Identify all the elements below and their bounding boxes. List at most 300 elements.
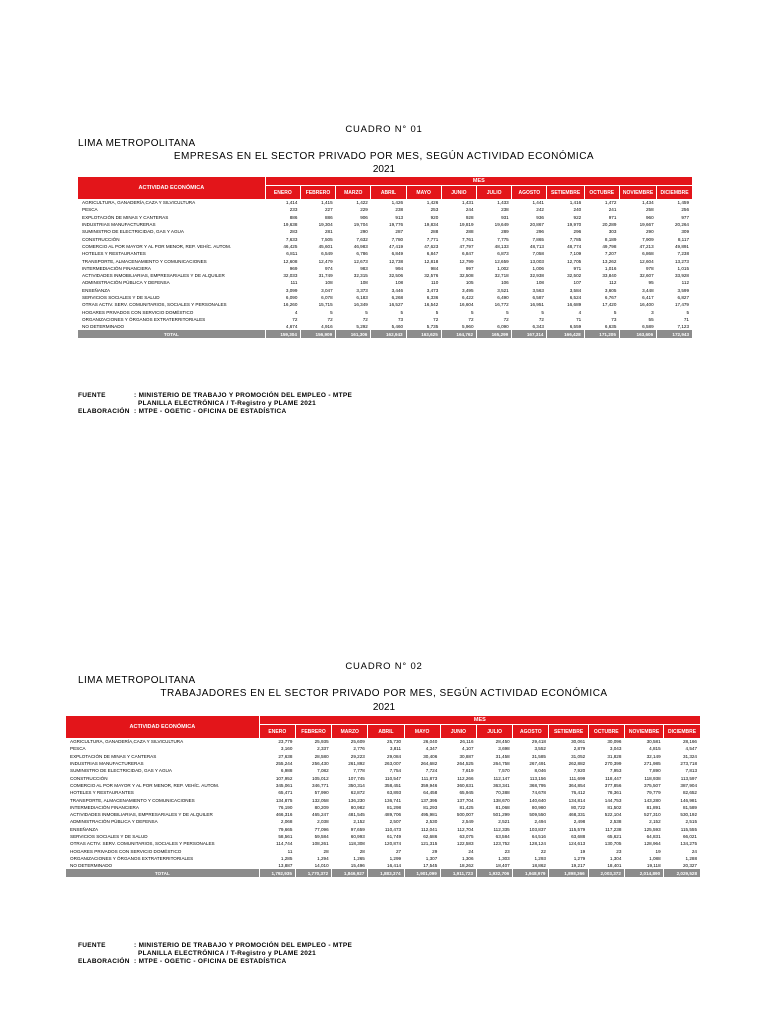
cell-value: 113,597	[680, 775, 697, 781]
cell-value: 936	[536, 214, 544, 220]
cell-value: 80,980	[531, 804, 546, 810]
cell-value: 31,458	[495, 753, 510, 759]
cell-value: 70,388	[495, 790, 510, 796]
cell-value: 886	[289, 214, 298, 220]
cell-value: 105	[465, 280, 474, 286]
cell-value: 16,414	[387, 863, 402, 869]
cell-value: 242	[536, 207, 544, 213]
table-row	[78, 199, 692, 206]
total-label: TOTAL	[78, 330, 265, 338]
cell-value: 72	[327, 316, 333, 322]
cell-value: 6,078	[321, 295, 333, 300]
fuente-value: : MINISTERIO DE TRABAJO Y PROMOCIÓN DEL EMPLEO - MTPE	[134, 392, 353, 399]
cell-value: 1,299	[389, 855, 402, 861]
cell-value: 15,715	[318, 302, 333, 308]
cell-value: 111	[290, 280, 298, 286]
cell-value: 30,406	[423, 753, 438, 759]
cell-value: 27,638	[278, 753, 293, 759]
table-row	[78, 243, 692, 250]
cell-value: 303	[608, 229, 617, 235]
table-row	[66, 862, 700, 869]
total-label: TOTAL	[66, 869, 259, 877]
cell-value: 6,587	[532, 295, 544, 300]
total-value: 1,770,372	[295, 869, 331, 877]
cell-value: 71	[576, 316, 582, 322]
cell-value: 3,605	[604, 287, 617, 293]
cell-value: 3,047	[321, 287, 333, 293]
cell-value: 495,981	[420, 812, 438, 818]
cell-value: 26,116	[459, 739, 474, 745]
month-header: NOVIEMBRE	[624, 725, 663, 739]
total-value: 159,304	[265, 330, 300, 338]
cell-value: 3,373	[356, 287, 368, 293]
cell-value: 489,706	[384, 812, 402, 818]
cell-value: 123,752	[493, 841, 510, 847]
table-row	[66, 745, 700, 752]
cell-value: 509,550	[529, 812, 546, 818]
cell-value: 5	[541, 309, 544, 315]
table-row	[78, 250, 692, 257]
table-row	[66, 826, 700, 833]
cell-value: 32,315	[353, 273, 368, 279]
cell-value: 81,068	[495, 804, 510, 810]
cell-value: 18,407	[495, 863, 510, 869]
cell-value: 289	[501, 229, 509, 235]
cell-value: 59,584	[314, 834, 329, 839]
cell-value: 3,495	[462, 287, 474, 293]
cell-value: 3,448	[642, 287, 654, 293]
cell-value: 6,847	[462, 251, 474, 257]
cell-value: 5,292	[356, 324, 368, 330]
cell-value: 1,422	[356, 200, 368, 206]
cell-value: 60,993	[350, 834, 365, 839]
cell-value: 19	[580, 848, 586, 854]
total-value: 162,943	[371, 330, 406, 338]
cell-value: 5	[330, 309, 333, 315]
cell-value: 7,761	[462, 236, 474, 242]
cell-value: 281	[324, 229, 333, 235]
cell-value: 47,419	[389, 243, 404, 249]
month-header: ENERO	[265, 186, 300, 200]
elaboracion-value: : MTPE - OGETIC - OFICINA DE ESTADÍSTICA	[134, 958, 287, 965]
cell-value: 1,426	[391, 200, 404, 206]
cell-value: 19,118	[646, 863, 661, 869]
cell-value: 32,938	[529, 273, 544, 279]
row-label: INDUSTRIAS MANUFACTURERAS	[82, 222, 156, 228]
row-label: PESCA	[82, 207, 98, 213]
cell-value: 3,521	[497, 287, 509, 293]
cell-value: 65,945	[459, 790, 474, 796]
cell-value: 32,149	[646, 753, 661, 759]
cell-value: 7,754	[389, 768, 402, 774]
cell-value: 7,778	[353, 768, 365, 774]
total-value: 161,306	[336, 330, 371, 338]
month-header: MARZO	[332, 725, 368, 739]
total-value: 1,948,979	[513, 869, 549, 877]
cell-value: 4,815	[649, 746, 661, 752]
total-value: 166,428	[547, 330, 584, 338]
cell-value: 6,589	[642, 324, 654, 330]
row-label: ENSEÑANZA	[70, 826, 99, 832]
cell-value: 2,879	[573, 746, 586, 752]
cell-value: 264,758	[493, 761, 510, 767]
month-header: AGOSTO	[513, 725, 549, 739]
cell-value: 1,006	[532, 265, 544, 271]
cell-value: 2,530	[425, 819, 438, 825]
cell-value: 3,698	[498, 746, 510, 752]
table-row	[66, 738, 700, 745]
cell-value: 33,840	[602, 273, 617, 279]
cuadro1-year: 2021	[372, 164, 396, 175]
cell-value: 4,916	[321, 324, 333, 330]
cell-value: 118,308	[348, 841, 365, 847]
cell-value: 290	[360, 229, 368, 235]
row-label: ADMINISTRACIÓN PÚBLICA Y DEFENSA	[82, 280, 170, 286]
cell-value: 1,426	[426, 200, 439, 206]
cell-value: 6,767	[604, 295, 617, 300]
cell-value: 360,631	[456, 782, 474, 788]
cell-value: 7,865	[532, 236, 544, 242]
cell-value: 906	[360, 214, 368, 220]
cell-value: 49,891	[674, 243, 689, 249]
cell-value: 81,502	[607, 804, 622, 810]
cell-value: 32,033	[283, 273, 298, 279]
cell-value: 108	[395, 280, 404, 286]
cell-value: 256,430	[312, 761, 329, 767]
cell-value: 108	[536, 280, 544, 286]
cell-value: 3,811	[389, 746, 402, 752]
cell-value: 19,704	[353, 222, 368, 228]
cell-value: 20,327	[682, 863, 697, 869]
table-row	[78, 308, 692, 315]
cell-value: 465,247	[312, 812, 329, 818]
total-value: 163,606	[619, 330, 656, 338]
cell-value: 6,490	[497, 295, 509, 300]
row-label: SERVICIOS SOCIALES Y DE SALUD	[82, 295, 160, 300]
cell-value: 273,718	[680, 761, 697, 767]
cell-value: 29,223	[350, 753, 365, 759]
cell-value: 32,506	[389, 273, 404, 279]
fuente-key: FUENTE	[78, 392, 106, 399]
cell-value: 46,983	[353, 243, 368, 249]
cuadro2-number: CUADRO N° 02	[345, 661, 423, 672]
cell-value: 110,473	[384, 826, 402, 832]
cell-value: 12,659	[494, 258, 509, 264]
table-row	[78, 257, 692, 264]
cell-value: 72	[503, 316, 509, 322]
cell-value: 76,190	[278, 804, 293, 810]
cell-value: 468,331	[568, 812, 586, 818]
cell-value: 6,343	[532, 324, 544, 330]
total-value: 164,762	[441, 330, 476, 338]
table-row	[78, 265, 692, 272]
cell-value: 6,873	[497, 251, 509, 257]
total-value: 2,014,890	[624, 869, 663, 877]
cell-value: 134,814	[568, 797, 586, 803]
month-header: FEBRERO	[295, 725, 331, 739]
cell-value: 143,280	[644, 797, 661, 803]
cell-value: 112	[609, 280, 617, 286]
cell-value: 22	[540, 848, 546, 854]
cell-value: 2,498	[573, 819, 586, 825]
cell-value: 103,837	[529, 826, 546, 832]
cell-value: 1,015	[677, 265, 689, 271]
cell-value: 23	[504, 848, 510, 854]
cell-value: 47,213	[639, 243, 654, 249]
cell-value: 466,316	[275, 812, 293, 818]
cell-value: 121,315	[420, 841, 438, 847]
cell-value: 23,779	[278, 739, 293, 745]
cell-value: 128,964	[644, 841, 661, 847]
cell-value: 120,874	[384, 841, 402, 847]
cell-value: 19,217	[571, 863, 586, 869]
cell-value: 64,458	[423, 790, 438, 796]
cell-value: 20,867	[529, 222, 544, 228]
cell-value: 28	[359, 848, 365, 854]
cell-value: 363,341	[493, 782, 510, 788]
cell-value: 80,209	[314, 804, 329, 810]
cell-value: 1,293	[534, 855, 546, 861]
cell-value: 7,953	[609, 768, 622, 774]
cell-value: 6,090	[497, 324, 509, 330]
total-value: 171,205	[584, 330, 619, 338]
cell-value: 25,609	[350, 739, 365, 745]
cell-value: 117,238	[605, 826, 622, 832]
cuadro1-title: EMPRESAS EN EL SECTOR PRIVADO POR MES, SEGÚN ACTIVIDAD ECONÓMICA	[173, 151, 595, 162]
cell-value: 1,307	[425, 855, 438, 861]
cell-value: 111,699	[569, 775, 586, 781]
fuente-value: : MINISTERIO DE TRABAJO Y PROMOCIÓN DEL EMPLEO - MTPE	[134, 942, 353, 949]
cell-value: 1,294	[317, 855, 329, 861]
cell-value: 886	[324, 214, 333, 220]
cell-value: 7,207	[604, 251, 617, 257]
cell-value: 146,981	[680, 797, 697, 803]
table-row	[66, 847, 700, 854]
cell-value: 1,431	[462, 200, 474, 206]
cell-value: 5	[365, 309, 368, 315]
cell-value: 81,293	[423, 804, 438, 810]
cell-value: 2,549	[462, 819, 474, 825]
cell-value: 19,834	[424, 222, 439, 228]
cell-value: 134,275	[680, 841, 697, 847]
table-row	[78, 323, 692, 330]
month-header: MAYO	[404, 725, 440, 739]
cell-value: 136,741	[384, 797, 402, 803]
row-label: CONSTRUCCIÓN	[70, 775, 108, 781]
cell-value: 72	[538, 316, 544, 322]
cell-value: 30,581	[646, 739, 661, 745]
cuadro1-source-note	[78, 392, 352, 416]
cell-value: 105,012	[312, 775, 329, 781]
cell-value: 132,058	[312, 797, 329, 803]
cell-value: 81,298	[387, 804, 402, 810]
cell-value: 144,753	[604, 797, 622, 803]
cell-value: 76,412	[571, 790, 586, 796]
cell-value: 64,831	[646, 834, 661, 839]
mes-header: MES	[259, 716, 700, 725]
cell-value: 80,722	[571, 804, 586, 810]
table-row	[66, 767, 700, 774]
cell-value: 7,619	[462, 768, 474, 774]
cell-value: 19	[655, 848, 661, 854]
cell-value: 984	[430, 265, 439, 271]
cell-value: 6,559	[569, 324, 582, 330]
month-header: JULIO	[477, 725, 513, 739]
cell-value: 296	[573, 229, 582, 235]
cell-value: 23	[616, 848, 622, 854]
cell-value: 364,854	[568, 782, 586, 788]
cell-value: 110	[430, 280, 439, 286]
cell-value: 137,395	[420, 797, 438, 803]
cell-value: 922	[573, 214, 582, 220]
cell-value: 6,635	[604, 324, 617, 330]
cell-value: 7,780	[391, 236, 404, 242]
cell-value: 61,749	[387, 834, 402, 839]
cell-value: 913	[395, 214, 404, 220]
cell-value: 110,547	[384, 775, 402, 781]
cell-value: 28	[323, 848, 329, 854]
table-row	[78, 206, 692, 213]
cell-value: 32,502	[567, 273, 582, 279]
cell-value: 2,507	[389, 819, 402, 825]
table-row	[66, 796, 700, 803]
cell-value: 1,414	[285, 200, 298, 206]
table-row	[78, 272, 692, 279]
cell-value: 63,584	[495, 834, 510, 839]
table-row	[78, 214, 692, 221]
cell-value: 1,416	[569, 200, 582, 206]
total-value: 1,932,706	[477, 869, 513, 877]
cell-value: 26,040	[423, 739, 438, 745]
cell-value: 227	[324, 207, 333, 213]
row-label: COMERCIO AL POR MAYOR Y AL POR MENOR, REP. VEHÍC. AUTOM.	[70, 782, 220, 788]
cell-value: 971	[573, 265, 582, 271]
cell-value: 501,299	[493, 812, 510, 818]
cell-value: 19,638	[283, 222, 298, 228]
cell-value: 287	[395, 229, 404, 235]
cuadro2-title: TRABAJADORES EN EL SECTOR PRIVADO POR MES, SEGÚN ACTIVIDAD ECONÓMICA	[160, 688, 608, 699]
cell-value: 1,472	[604, 200, 617, 206]
total-row	[66, 869, 700, 877]
cell-value: 128,124	[529, 841, 546, 847]
table-row	[78, 316, 692, 323]
cell-value: 138,670	[493, 797, 510, 803]
table-row	[78, 287, 692, 294]
month-header: OCTUBRE	[588, 725, 624, 739]
cell-value: 31,585	[531, 753, 546, 759]
cell-value: 114,744	[276, 841, 293, 847]
cell-value: 49,798	[602, 243, 617, 249]
total-value: 1,898,366	[549, 869, 588, 877]
cell-value: 6,827	[677, 295, 689, 300]
cell-value: 527,310	[644, 812, 661, 818]
cell-value: 72	[468, 316, 474, 322]
cell-value: 107,952	[275, 775, 293, 781]
cell-value: 81,589	[682, 804, 697, 810]
cell-value: 18,862	[531, 863, 546, 869]
cell-value: 62,686	[423, 834, 438, 839]
total-value: 167,314	[512, 330, 547, 338]
cell-value: 17,545	[423, 863, 438, 869]
cell-value: 1,441	[532, 200, 544, 206]
cell-value: 24	[691, 848, 697, 854]
cell-value: 47,797	[459, 243, 474, 249]
cell-value: 64,516	[531, 834, 546, 839]
cell-value: 32,508	[459, 273, 474, 279]
month-header: SETIEMBRE	[547, 186, 584, 200]
cell-value: 48,774	[567, 243, 582, 249]
cell-value: 72	[362, 316, 368, 322]
total-value: 1,901,099	[404, 869, 440, 877]
cell-value: 7,771	[426, 236, 439, 242]
cell-value: 16,951	[529, 302, 544, 308]
cell-value: 12,818	[424, 258, 439, 264]
cell-value: 270,399	[604, 761, 622, 767]
cell-value: 2,494	[534, 819, 546, 825]
cell-value: 13,273	[674, 258, 689, 264]
cell-value: 997	[465, 265, 474, 271]
cell-value: 2,337	[317, 746, 329, 752]
cell-value: 19,819	[459, 222, 474, 228]
cell-value: 136,230	[348, 797, 365, 803]
cell-value: 79,779	[646, 790, 661, 796]
cell-value: 6,183	[356, 295, 368, 300]
cell-value: 8,117	[677, 236, 689, 242]
month-header: JULIO	[477, 186, 512, 200]
cuadro2-source-note	[78, 942, 352, 966]
cell-value: 6,868	[642, 251, 654, 257]
row-label: HOGARES PRIVADOS CON SERVICIO DOMÉSTICO	[70, 848, 182, 854]
cell-value: 481,545	[348, 812, 365, 818]
cell-value: 261,892	[348, 761, 365, 767]
row-label: SERVICIOS SOCIALES Y DE SALUD	[70, 834, 148, 839]
row-label: INTERMEDIACIÓN FINANCIERA	[82, 265, 151, 271]
cell-value: 5,735	[426, 324, 439, 330]
month-header: ENERO	[259, 725, 295, 739]
cell-value: 1,433	[497, 200, 509, 206]
cell-value: 25,935	[314, 739, 329, 745]
month-header: AGOSTO	[512, 186, 547, 200]
cell-value: 238	[501, 207, 509, 213]
cell-value: 253	[430, 207, 439, 213]
cell-value: 974	[324, 265, 333, 271]
table-row	[66, 840, 700, 847]
cell-value: 73	[397, 316, 404, 322]
cell-value: 12,604	[639, 258, 654, 264]
cell-value: 112,335	[493, 826, 510, 832]
cell-value: 1,016	[604, 265, 617, 271]
cell-value: 7,633	[285, 236, 298, 242]
cell-value: 31,052	[571, 753, 586, 759]
cell-value: 55	[648, 316, 654, 322]
cell-value: 16,400	[639, 302, 654, 308]
cell-value: 19,776	[389, 222, 404, 228]
total-value: 2,029,528	[664, 869, 700, 877]
cell-value: 387,904	[680, 782, 697, 788]
cell-value: 16,772	[494, 302, 509, 308]
cell-value: 1,415	[321, 200, 333, 206]
cell-value: 79,665	[278, 826, 293, 832]
cell-value: 345,061	[275, 782, 293, 788]
cell-value: 2,521	[498, 819, 510, 825]
row-label: ORGANIZACIONES Y ÓRGANOS EXTRATERRITORIALES	[70, 855, 194, 861]
row-label: INTERMEDIACIÓN FINANCIERA	[70, 804, 139, 810]
cell-value: 7,724	[425, 768, 438, 774]
cell-value: 112	[681, 280, 689, 286]
month-header: DICIEMBRE	[664, 725, 700, 739]
row-label: HOGARES PRIVADOS CON SERVICIO DOMÉSTICO	[82, 309, 194, 315]
table-row	[66, 811, 700, 818]
